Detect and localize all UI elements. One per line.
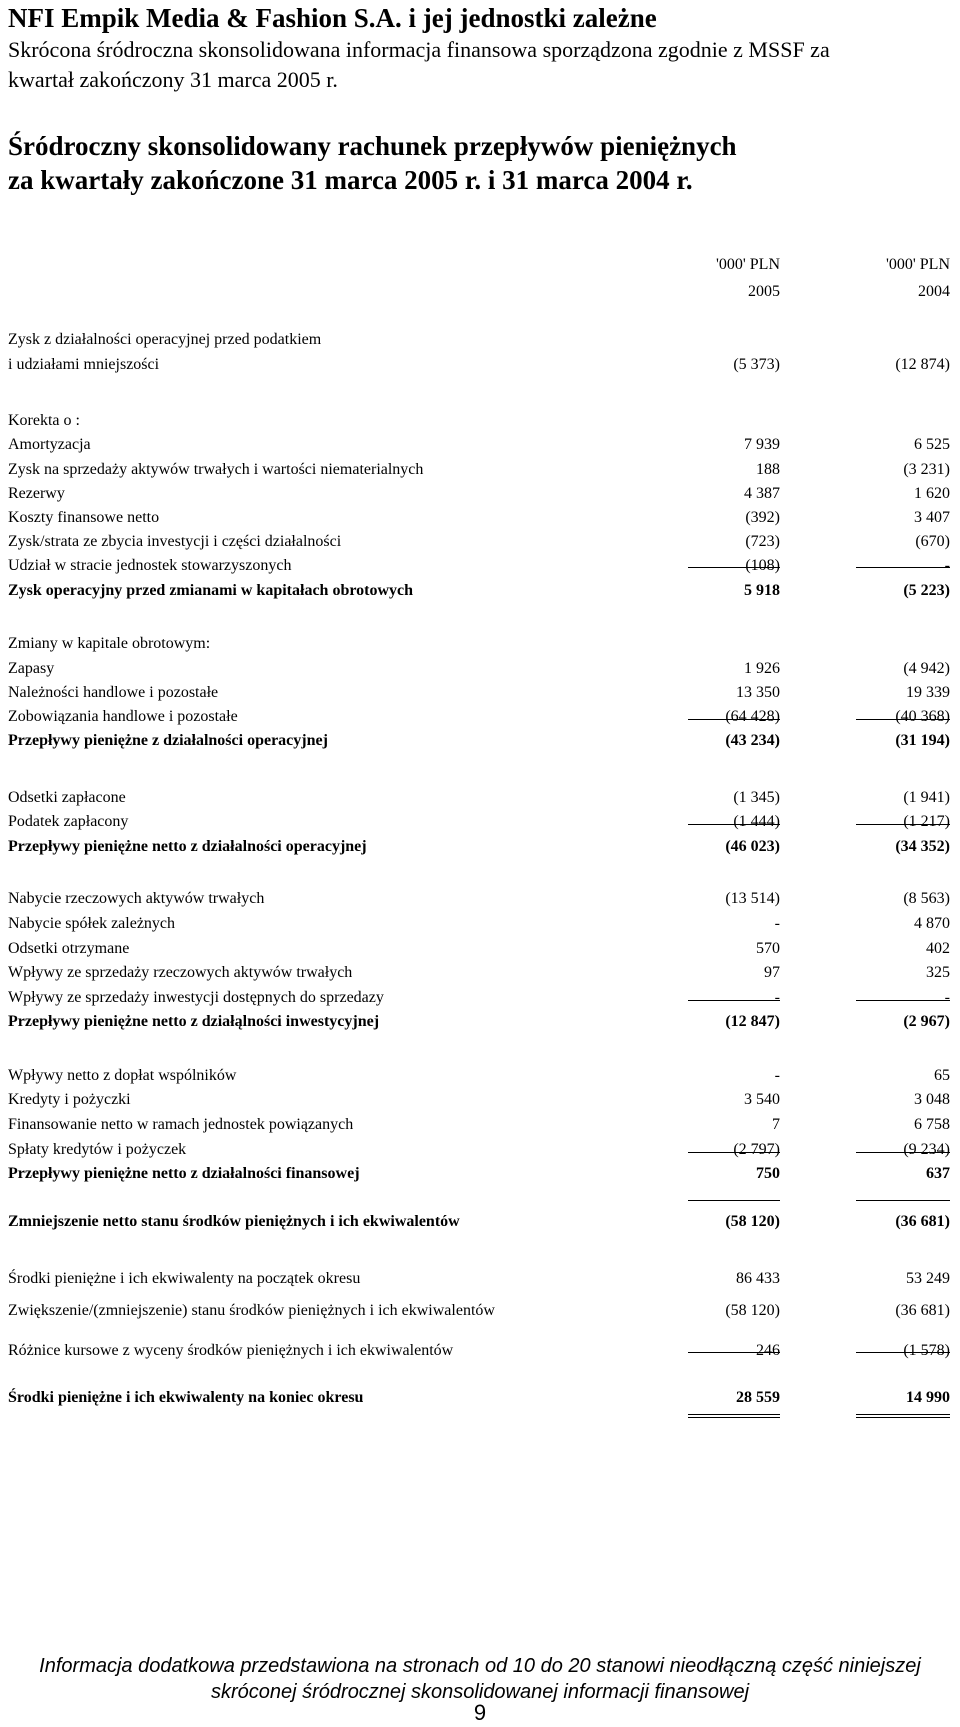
row-label: Środki pieniężne i ich ekwiwalenty na początek okresu [8,1270,361,1287]
value-2005: (12 847) [725,1013,780,1030]
report-subtitle-line1: Skrócona śródroczna skonsolidowana informacja finansowa sporządzona zgodnie z MSSF za [8,37,830,62]
value-2005: (46 023) [725,838,780,855]
underline-rule [856,1000,950,1001]
value-2005: (1 345) [733,789,780,806]
statement-title-line2: za kwartały zakończone 31 marca 2005 r. i 31 marca 2004 r. [8,165,693,195]
value-2004: 6 525 [914,436,950,453]
value-2005: 7 939 [744,436,780,453]
statement-title-line1: Śródroczny skonsolidowany rachunek przepływów pieniężnych [8,131,737,161]
row-label: Należności handlowe i pozostałe [8,684,219,701]
value-2004: (36 681) [895,1213,950,1230]
row-label: Odsetki zapłacone [8,789,126,806]
column-unit-2004: '000' PLN [886,256,950,273]
table-row [0,660,960,684]
double-underline-rule [856,1417,950,1418]
row-label: Odsetki otrzymane [8,940,130,957]
table-row [0,915,960,939]
table-row [0,989,960,1013]
row-label: Podatek zapłacony [8,813,129,830]
value-2005: (392) [745,509,780,526]
table-row [0,635,960,659]
table-row [0,1013,960,1037]
value-2005: (58 120) [725,1302,780,1319]
value-2004: (36 681) [895,1302,950,1319]
row-label: Kredyty i pożyczki [8,1091,131,1108]
double-underline-rule [688,1417,780,1418]
footer-note-line1: Informacja dodatkowa przedstawiona na stronach od 10 do 20 stanowi nieodłączną część niniejszej [39,1655,921,1677]
value-2004: (1 578) [903,1342,950,1359]
table-row [0,533,960,557]
row-label: Nabycie rzeczowych aktywów trwałych [8,890,265,907]
footer-note-line2: skróconej śródrocznej skonsolidowanej informacji finansowej [210,1681,750,1703]
value-2004: 637 [926,1165,950,1182]
value-2004: (3 231) [903,461,950,478]
value-2005: 5 918 [744,582,780,599]
value-2005: (43 234) [725,732,780,749]
value-2004: 65 [934,1067,950,1084]
row-label: Zysk operacyjny przed zmianami w kapitałach obrotowych [8,582,414,599]
value-2004: (1 941) [903,789,950,806]
value-2005: 750 [756,1165,780,1182]
value-2005: 97 [764,964,780,981]
row-label: Wpływy ze sprzedaży inwestycji dostępnych do sprzedazy [8,989,384,1006]
value-2004: 325 [926,964,950,981]
value-2004: - [944,557,950,574]
underline-rule [856,1200,950,1201]
table-row [0,1116,960,1140]
underline-rule [856,1352,950,1353]
value-2005: (2 797) [733,1141,780,1158]
row-label: Amortyzacja [8,436,91,453]
table-row [0,1270,960,1294]
value-2004: 53 249 [906,1270,950,1287]
row-label: Zmiany w kapitale obrotowym: [8,635,211,652]
row-label: Zmniejszenie netto stanu środków pieniężnych i ich ekwiwalentów [8,1213,460,1230]
column-year-2005: 2005 [748,283,780,300]
row-label: Przepływy pieniężne z działalności operacyjnej [8,732,328,749]
row-label: Wpływy ze sprzedaży rzeczowych aktywów trwałych [8,964,353,981]
table-row [0,356,960,380]
row-label: Zysk z działalności operacyjnej przed podatkiem [8,331,322,348]
value-2005: (5 373) [733,356,780,373]
underline-rule [688,1000,780,1001]
row-label: Przepływy pieniężne netto z działąlności inwestycyjnej [8,1013,380,1030]
row-label: Różnice kursowe z wyceny środków pieniężnych i ich ekwiwalentów [8,1342,454,1359]
value-2004: 19 339 [906,684,950,701]
table-row [0,461,960,485]
row-label: Zapasy [8,660,55,677]
row-label: Przepływy pieniężne netto z działalności operacyjnej [8,838,367,855]
table-row [0,813,960,837]
double-underline-rule [856,1414,950,1415]
value-2004: (40 368) [895,708,950,725]
table-row [0,412,960,436]
row-label: i udziałami mniejszości [8,356,160,373]
table-row [0,582,960,606]
row-label: Wpływy netto z dopłat wspólników [8,1067,237,1084]
value-2005: 7 [772,1116,780,1133]
underline-rule [688,719,780,720]
value-2004: (5 223) [903,582,950,599]
row-label: Środki pieniężne i ich ekwiwalenty na koniec okresu [8,1389,364,1406]
table-row [0,1165,960,1189]
table-row [0,1091,960,1115]
underline-rule [688,567,780,568]
value-2004: 14 990 [906,1389,950,1406]
table-row [0,684,960,708]
document-header [8,0,958,197]
value-2004: (31 194) [895,732,950,749]
value-2005: - [774,989,780,1006]
table-row [0,1141,960,1165]
value-2004: (9 234) [903,1141,950,1158]
double-underline-rule [688,1414,780,1415]
value-2004: 3 048 [914,1091,950,1108]
value-2005: 86 433 [736,1270,780,1287]
table-row [0,1302,960,1326]
value-2004: 1 620 [914,485,950,502]
row-label: Zysk na sprzedaży aktywów trwałych i wartości niematerialnych [8,461,424,478]
value-2005: 570 [756,940,780,957]
table-row [0,732,960,756]
row-label: Spłaty kredytów i pożyczek [8,1141,187,1158]
value-2004: 4 870 [914,915,950,932]
row-label: Zysk/strata ze zbycia investycji i części działalności [8,533,342,550]
value-2005: 1 926 [744,660,780,677]
column-year-2004: 2004 [918,283,950,300]
value-2004: (12 874) [895,356,950,373]
row-label: Zobowiązania handlowe i pozostałe [8,708,238,725]
table-row [0,1342,960,1366]
column-unit-2005: '000' PLN [716,256,780,273]
underline-rule [856,567,950,568]
value-2005: 13 350 [736,684,780,701]
value-2004: (4 942) [903,660,950,677]
table-row [0,1389,960,1413]
underline-rule [856,1152,950,1153]
table-row [0,964,960,988]
row-label: Finansowanie netto w ramach jednostek powiązanych [8,1116,354,1133]
value-2005: (723) [745,533,780,550]
underline-rule [688,824,780,825]
row-label: Udział w stracie jednostek stowarzyszonych [8,557,292,574]
value-2004: (34 352) [895,838,950,855]
table-row [0,789,960,813]
table-row [0,838,960,862]
value-2005: (64 428) [725,708,780,725]
row-label: Korekta o : [8,412,80,429]
table-row [0,708,960,732]
row-label: Koszty finansowe netto [8,509,160,526]
row-label: Nabycie spółek zależnych [8,915,176,932]
underline-rule [688,1152,780,1153]
table-row [0,940,960,964]
value-2005: 3 540 [744,1091,780,1108]
underline-rule [688,1352,780,1353]
value-2005: 246 [756,1342,780,1359]
value-2004: 402 [926,940,950,957]
value-2004: - [944,989,950,1006]
row-label: Przepływy pieniężne netto z działalności finansowej [8,1165,360,1182]
table-row [0,331,960,355]
table-row [0,890,960,914]
value-2005: - [774,915,780,932]
value-2004: 3 407 [914,509,950,526]
value-2004: (8 563) [903,890,950,907]
table-row [0,509,960,533]
row-label: Zwiększenie/(zmniejszenie) stanu środków pieniężnych i ich ekwiwalentów [8,1302,495,1319]
table-row [0,436,960,460]
table-row [0,485,960,509]
value-2005: 4 387 [744,485,780,502]
value-2005: 28 559 [736,1389,780,1406]
underline-rule [688,1200,780,1201]
page-number: 9 [473,1700,487,1725]
value-2004: 6 758 [914,1116,950,1133]
value-2005: (1 444) [733,813,780,830]
value-2005: - [774,1067,780,1084]
value-2004: (670) [915,533,950,550]
value-2005: 188 [756,461,780,478]
table-row [0,557,960,581]
value-2005: (58 120) [725,1213,780,1230]
underline-rule [856,824,950,825]
value-2005: (13 514) [725,890,780,907]
table-row [0,1213,960,1237]
value-2004: (1 217) [903,813,950,830]
value-2005: (108) [745,557,780,574]
underline-rule [856,719,950,720]
report-subtitle-line2: kwartał zakończony 31 marca 2005 r. [8,67,338,92]
value-2004: (2 967) [903,1013,950,1030]
row-label: Rezerwy [8,485,65,502]
table-row [0,1067,960,1091]
company-name: NFI Empik Media & Fashion S.A. i jej jednostki zależne [8,3,657,33]
